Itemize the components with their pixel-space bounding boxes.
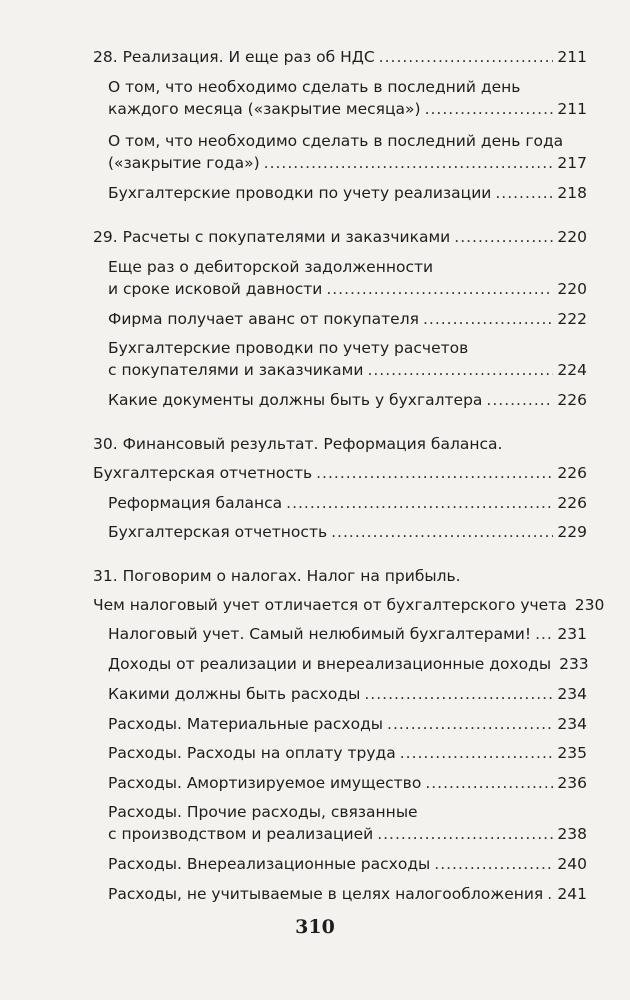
dot-leader [425, 98, 554, 120]
toc-entry-title: Расходы. Внереализационные расходы [108, 855, 431, 873]
toc-page-number: 236 [557, 774, 587, 792]
dot-leader [425, 772, 553, 794]
toc-page-number: 233 [559, 655, 589, 673]
toc-entry-title: с производством и реализацией [108, 825, 374, 843]
toc-entry-title-line1: Бухгалтерские проводки по учету расчетов [108, 339, 469, 357]
toc-entry-title-line1: Расходы. Прочие расходы, связанные [108, 803, 418, 821]
dot-leader [423, 308, 553, 330]
toc-entry-title-line1: О том, что необходимо сделать в последний день [108, 78, 521, 96]
toc-entry-title: каждого месяца («закрытие месяца») [108, 100, 421, 118]
toc-entry-title: Фирма получает аванс от покупателя [108, 310, 419, 328]
toc-page-number: 238 [557, 825, 587, 843]
toc-entry-title: Бухгалтерская отчетность [93, 464, 313, 482]
dot-leader [379, 46, 554, 68]
toc-entry-title: Какие документы должны быть у бухгалтера [108, 391, 483, 409]
toc-entry-title: Расходы. Расходы на оплату труда [108, 744, 396, 762]
dot-leader [454, 226, 553, 248]
dot-leader [387, 713, 553, 735]
toc-entry-title: Чем налоговый учет отличается от бухгалтерского учета [93, 596, 567, 614]
toc-entry-documents[interactable] [108, 389, 587, 411]
toc-entry-title: 29. Расчеты с покупателями и заказчиками [93, 228, 451, 246]
dot-leader [377, 823, 553, 845]
dot-leader [316, 462, 553, 484]
toc-entry-title: Доходы от реализации и внереализационные доходы [108, 655, 552, 673]
dot-leader [495, 182, 553, 204]
toc-entry-title: Расходы. Амортизируемое имущество [108, 774, 422, 792]
toc-entry-labor-expenses[interactable] [108, 742, 587, 764]
toc-page-number: 231 [557, 625, 587, 643]
toc-entry-year-close[interactable] [108, 152, 587, 174]
toc-entry-month-close[interactable] [108, 98, 587, 120]
toc-entry-income[interactable] [108, 653, 587, 675]
dot-leader [286, 492, 553, 514]
toc-entry-sales-postings[interactable] [108, 182, 587, 204]
toc-entry-chapter-30[interactable] [93, 462, 587, 484]
toc-entry-advance[interactable] [108, 308, 587, 330]
toc-page-number: 211 [557, 100, 587, 118]
toc-page-number: 226 [557, 391, 587, 409]
toc-page-number: 222 [557, 310, 587, 328]
toc-entry-title-line1: 31. Поговорим о налогах. Налог на прибыль. [93, 567, 461, 585]
toc-page-number: 217 [557, 154, 587, 172]
toc-entry-title: и сроке исковой давности [108, 280, 323, 298]
toc-entry-nonoperating-expenses[interactable] [108, 853, 587, 875]
toc-entry-reporting[interactable] [108, 521, 587, 543]
toc-entry-receivables[interactable] [108, 278, 587, 300]
toc-page-number: 220 [557, 228, 587, 246]
dot-leader [367, 359, 553, 381]
page-number: 310 [295, 916, 335, 938]
toc-entry-nondeductible-expenses[interactable] [108, 883, 587, 905]
toc-page-number: 230 [574, 596, 605, 614]
toc-entry-tax-accounting[interactable] [108, 623, 587, 645]
toc-page-number: 226 [557, 494, 587, 512]
toc-entry-title: Расходы. Материальные расходы [108, 715, 384, 733]
dot-leader [434, 853, 553, 875]
toc-entry-material-expenses[interactable] [108, 713, 587, 735]
toc-entry-title: Бухгалтерские проводки по учету реализации [108, 184, 492, 202]
toc-entry-title: («закрытие года») [108, 154, 260, 172]
toc-entry-other-expenses[interactable] [108, 823, 587, 845]
toc-page-number: 234 [557, 685, 587, 703]
toc-page-number: 220 [557, 280, 587, 298]
toc-entry-depreciable-property[interactable] [108, 772, 587, 794]
dot-leader [547, 883, 553, 905]
toc-entry-chapter-28[interactable] [93, 46, 587, 68]
dot-leader [264, 152, 554, 174]
toc-entry-chapter-29[interactable] [93, 226, 587, 248]
dot-leader [331, 521, 553, 543]
toc-entry-settlement-postings[interactable] [108, 359, 587, 381]
toc-entry-title: с покупателями и заказчиками [108, 361, 364, 379]
toc-page-number: 235 [557, 744, 587, 762]
toc-page-number: 234 [557, 715, 587, 733]
toc-page-number: 229 [557, 523, 587, 541]
toc-page-number: 218 [557, 184, 587, 202]
toc-entry-title: Налоговый учет. Самый нелюбимый бухгалтерами! [108, 625, 532, 643]
dot-leader [535, 623, 553, 645]
toc-entry-title-line1: Еще раз о дебиторской задолженности [108, 258, 434, 276]
toc-entry-title: Какими должны быть расходы [108, 685, 361, 703]
dot-leader [364, 683, 553, 705]
toc-entry-title: Бухгалтерская отчетность [108, 523, 328, 541]
toc-entry-title-line1: О том, что необходимо сделать в последний день года [108, 132, 564, 150]
toc-page-number: 241 [557, 885, 587, 903]
dot-leader [326, 278, 553, 300]
toc-entry-title-line1: 30. Финансовый результат. Реформация баланса. [93, 435, 503, 453]
toc-entry-title: 28. Реализация. И еще раз об НДС [93, 48, 375, 66]
toc-entry-expenses-requirements[interactable] [108, 683, 587, 705]
toc-entry-chapter-31[interactable] [93, 594, 605, 616]
dot-leader [486, 389, 553, 411]
dot-leader [400, 742, 554, 764]
toc-entry-title: Реформация баланса [108, 494, 283, 512]
toc-page-number: 211 [557, 48, 587, 66]
toc-page-number: 226 [557, 464, 587, 482]
toc-entry-title: Расходы, не учитываемые в целях налогообложения [108, 885, 544, 903]
toc-page-number: 224 [557, 361, 587, 379]
toc-page-number: 240 [557, 855, 587, 873]
toc-entry-balance-reform[interactable] [108, 492, 587, 514]
